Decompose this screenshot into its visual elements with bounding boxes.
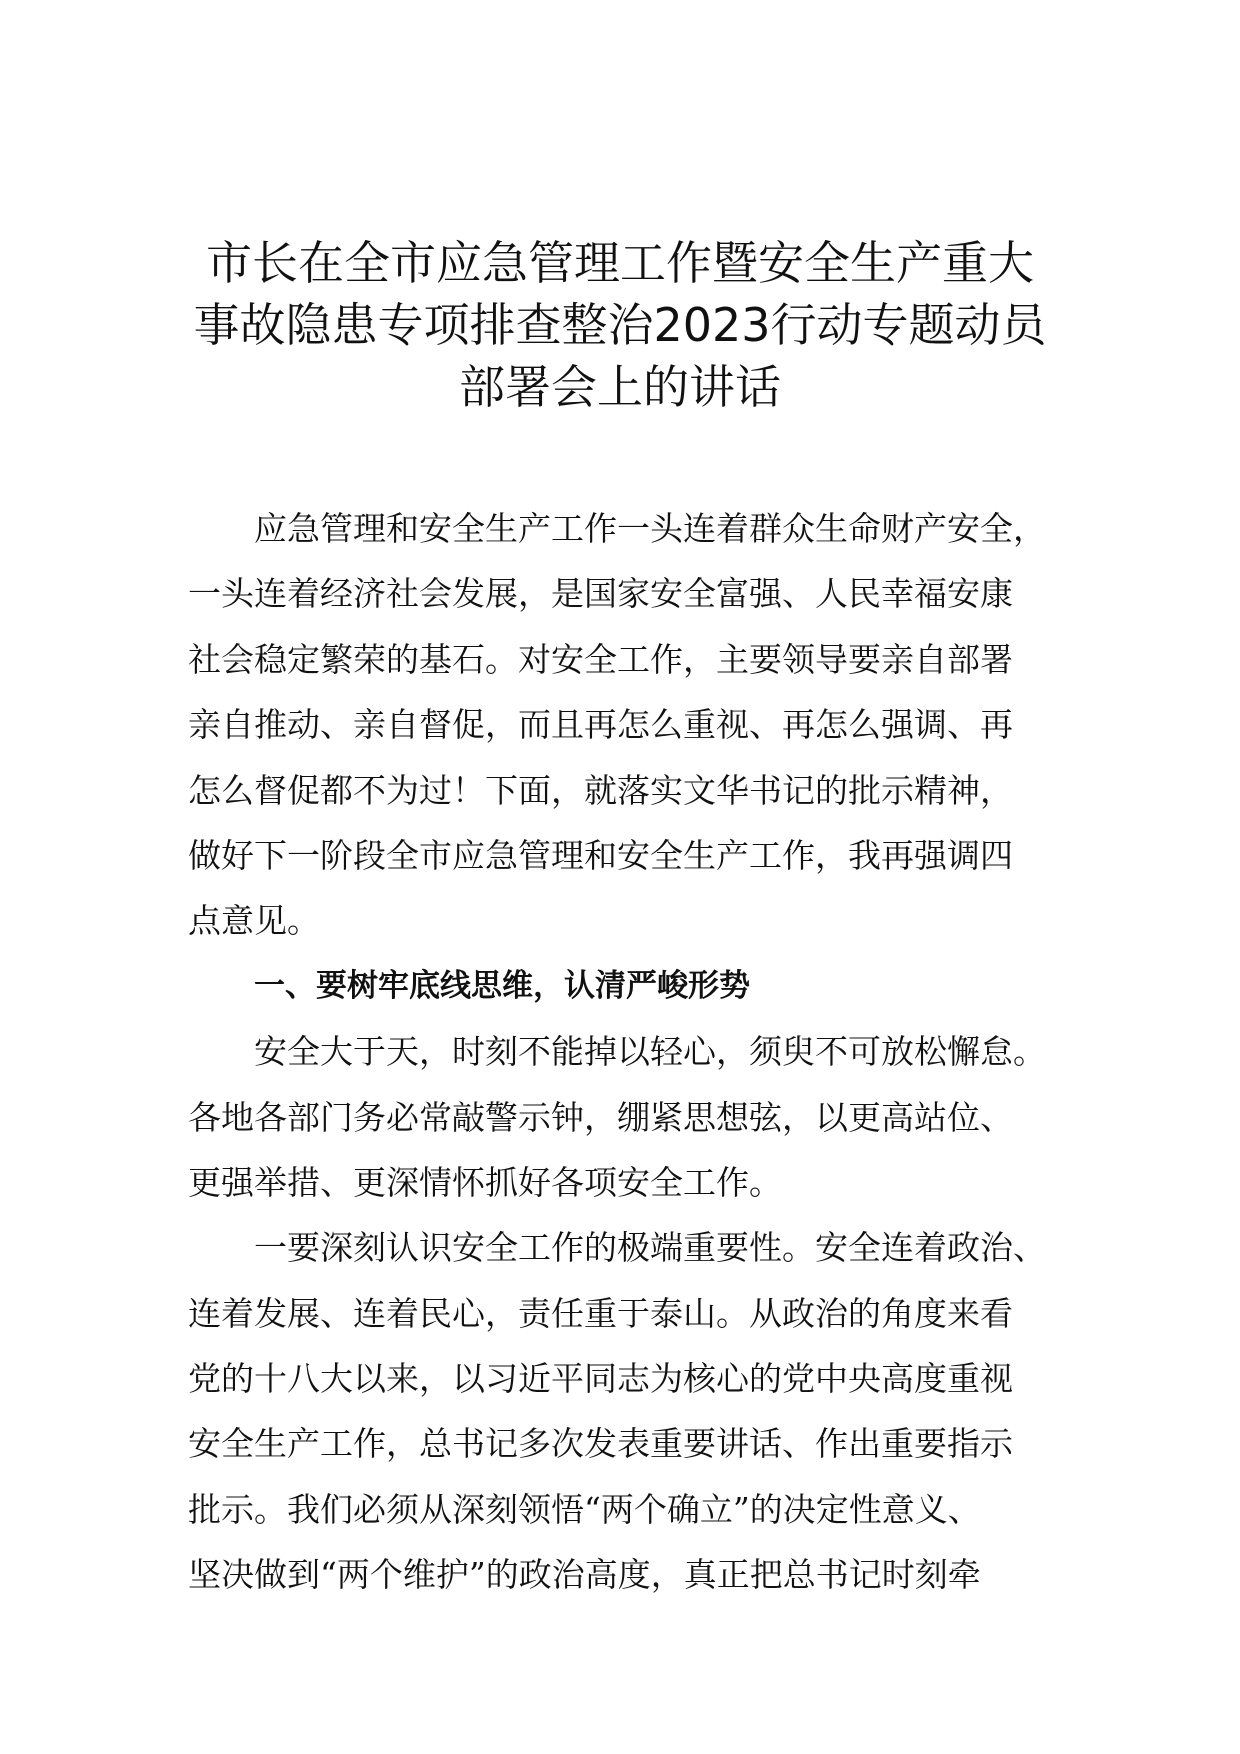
body-line: 批示。我们必须从深刻领悟“两个确立”的决定性意义、	[188, 1489, 981, 1529]
body-line: 党的十八大以来，以习近平同志为核心的党中央高度重视	[188, 1359, 1013, 1399]
body-line: 各地各部门务必常敲警示钟，绷紧思想弦，以更高站位、	[188, 1097, 1013, 1137]
body-line: 亲自推动、亲自督促，而且再怎么重视、再怎么强调、再	[188, 705, 1013, 745]
section-heading: 一、要树牢底线思维，认清严峻形势	[254, 967, 750, 1004]
body-line: 一要深刻认识安全工作的极端重要性。安全连着政治、	[254, 1228, 1046, 1268]
title-line-3: 部署会上的讲话	[459, 360, 781, 414]
body-line: 做好下一阶段全市应急管理和安全生产工作，我再强调四	[188, 835, 1013, 875]
body-line: 怎么督促都不为过！下面，就落实文华书记的批示精神，	[188, 770, 1013, 810]
body-line: 安全生产工作，总书记多次发表重要讲话、作出重要指示	[188, 1424, 1013, 1464]
body-line: 一头连着经济社会发展，是国家安全富强、人民幸福安康	[188, 574, 1013, 614]
document-title	[150, 232, 1090, 418]
document-body	[188, 496, 1068, 1608]
body-line: 更强举措、更深情怀抓好各项安全工作。	[188, 1162, 782, 1202]
body-line: 坚决做到“两个维护”的政治高度，真正把总书记时刻牵	[188, 1555, 981, 1595]
body-line: 安全大于天，时刻不能掉以轻心，须臾不可放松懈怠。	[254, 1032, 1046, 1072]
body-line: 应急管理和安全生产工作一头连着群众生命财产安全，	[254, 509, 1046, 548]
title-line-1: 市长在全市应急管理工作暨安全生产重大	[206, 236, 1034, 290]
body-line: 连着发展、连着民心，责任重于泰山。从政治的角度来看	[188, 1293, 1013, 1333]
title-line-2: 事故隐患专项排查整治2023行动专题动员	[193, 298, 1047, 352]
body-line: 点意见。	[188, 901, 320, 941]
body-line: 社会稳定繁荣的基石。对安全工作，主要领导要亲自部署	[188, 639, 1013, 679]
